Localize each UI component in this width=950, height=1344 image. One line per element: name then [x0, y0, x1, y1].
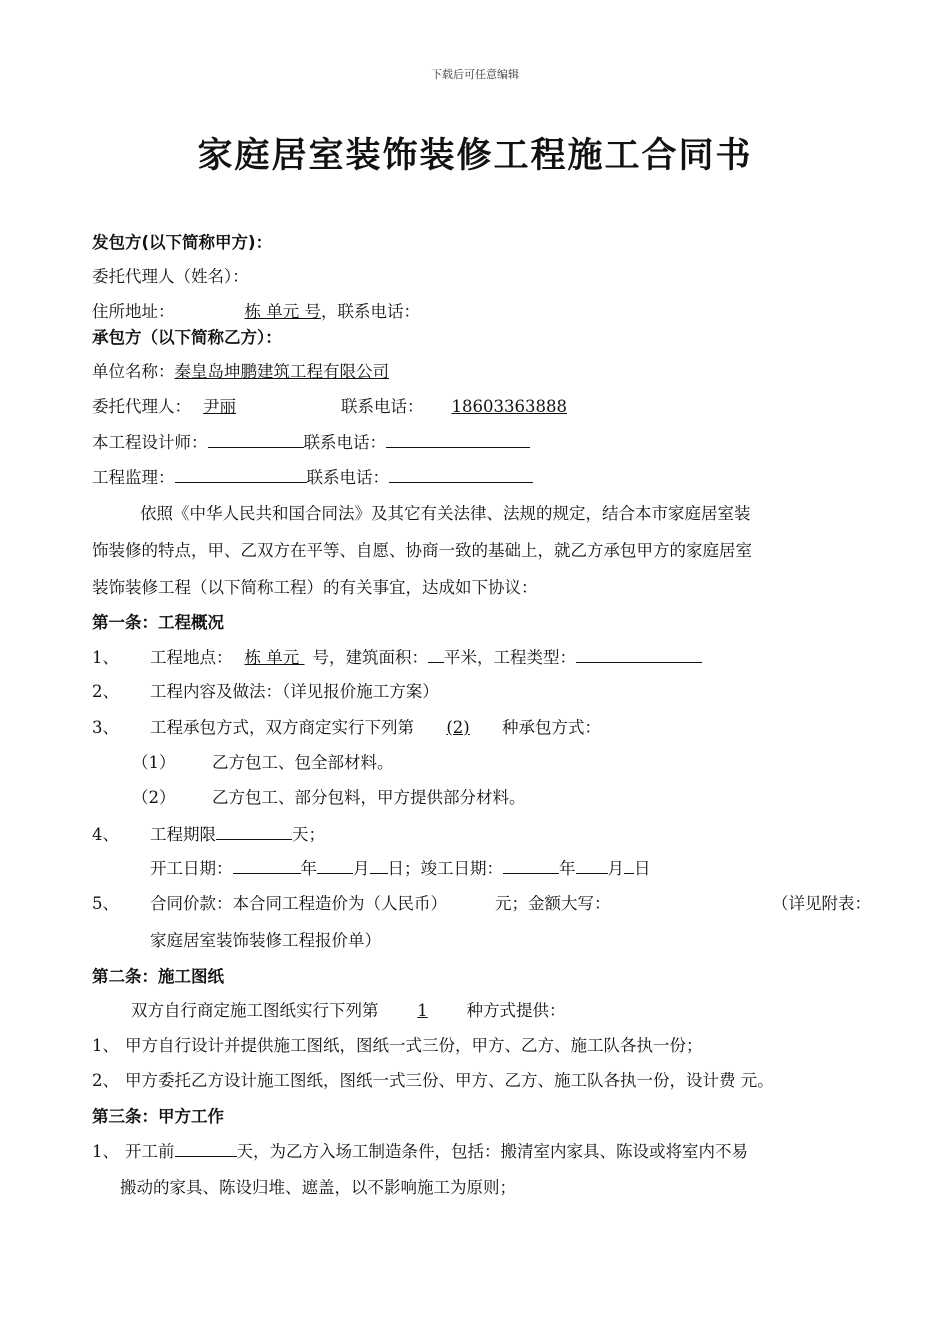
location-label: 工程地点：	[150, 648, 233, 667]
period-blank	[216, 823, 292, 840]
item-text: 工程内容及做法：（详见报价施工方案）	[150, 682, 439, 701]
art2-item-1	[92, 1035, 703, 1057]
article-2-heading: 第二条：施工图纸	[92, 967, 224, 986]
drawing-fill: 1	[417, 1001, 428, 1020]
item-number: 2、	[92, 682, 119, 701]
agent-name: 尹丽	[203, 397, 236, 416]
address-prefix: 住所地址：	[92, 302, 175, 321]
option-text: 乙方包工、包全部材料。	[212, 753, 394, 772]
agent-prefix: 委托代理人：	[92, 397, 191, 416]
supervisor-phone-label: 联系电话：	[306, 468, 389, 487]
location-fill: 栋 单元	[244, 648, 305, 667]
type-blank	[576, 646, 702, 663]
method-fill: (2)	[446, 718, 470, 737]
item-text: 甲方自行设计并提供施工图纸，图纸一式三份，甲方、乙方、施工队各执一份；	[125, 1036, 703, 1055]
supervisor-blank	[175, 466, 307, 483]
drawing-text-end: 种方式提供：	[466, 1001, 566, 1020]
document-title: 家庭居室装饰装修工程施工合同书	[197, 135, 753, 176]
period-unit: 天；	[292, 825, 325, 844]
agent-phone-label: 联系电话：	[341, 397, 424, 416]
party-a-address	[92, 301, 420, 323]
item-number: 2、	[92, 1071, 119, 1090]
supervisor-line	[92, 466, 533, 489]
end-label: ；竣工日期：	[404, 859, 503, 878]
day-label: 日	[634, 859, 651, 878]
designer-phone-blank	[386, 431, 530, 448]
art3-item-1	[92, 1140, 748, 1163]
art1-item-1	[92, 646, 702, 669]
item-number: 5、	[92, 894, 119, 913]
art2-intro	[131, 1000, 566, 1022]
type-label: 平米，工程类型：	[444, 648, 576, 667]
address-fill: 栋 单元 号	[244, 302, 321, 321]
address-suffix: ，联系电话：	[321, 302, 420, 321]
article-1-heading: 第一条：工程概况	[92, 613, 224, 632]
art1-item-2	[92, 681, 439, 703]
month-label: 月	[353, 859, 370, 878]
price-label: 合同价款：本合同工程造价为（人民币）	[150, 894, 447, 913]
amount-label: 元；金额大写：	[495, 894, 611, 913]
art1-dates	[150, 857, 651, 880]
item-text-end: 种承包方式：	[502, 718, 601, 737]
intro-line-2: 饰装修的特点，甲、乙双方在平等、自愿、协商一致的基础上，就乙方承包甲方的家庭居室	[92, 541, 752, 560]
area-label: 号，建筑面积：	[312, 648, 428, 667]
art1-item-5-cont: 家庭居室装饰装修工程报价单）	[150, 931, 381, 950]
art1-item-3	[92, 717, 601, 739]
start-day-blank	[370, 857, 388, 874]
supervisor-phone-blank	[389, 466, 533, 483]
area-blank	[428, 646, 444, 663]
item-text: 工程承包方式，双方商定实行下列第	[150, 718, 414, 737]
agent-phone: 18603363888	[451, 397, 567, 416]
year-label: 年	[300, 859, 317, 878]
designer-phone-label: 联系电话：	[303, 433, 386, 452]
art3-item-1-cont: 搬动的家具、陈设归堆、遮盖，以不影响施工为原则；	[120, 1178, 516, 1197]
item-number: 1、	[92, 648, 119, 667]
header-note: 下载后可任意编辑	[431, 68, 519, 81]
option-text: 乙方包工、部分包料，甲方提供部分材料。	[212, 788, 526, 807]
item-text-cont: 天，为乙方入场工制造条件，包括：搬清室内家具、陈设或将室内不易	[236, 1142, 748, 1161]
item-text: 开工前	[125, 1142, 175, 1161]
intro-line-1: 依照《中华人民共和国合同法》及其它有关法律、法规的规定，结合本市家庭居室装	[140, 504, 751, 523]
article-3-heading: 第三条：甲方工作	[92, 1107, 224, 1126]
art1-item-4	[92, 823, 325, 846]
period-label: 工程期限	[150, 825, 216, 844]
art1-option-2	[132, 787, 526, 809]
art1-item-5	[92, 893, 611, 915]
days-blank	[175, 1140, 237, 1157]
start-year-blank	[233, 857, 301, 874]
option-number: （1）	[132, 753, 176, 772]
designer-line	[92, 431, 530, 454]
art2-item-2	[92, 1070, 774, 1092]
day-label: 日	[387, 859, 404, 878]
party-b-agent-line	[92, 396, 567, 418]
month-label: 月	[607, 859, 624, 878]
drawing-text: 双方自行商定施工图纸实行下列第	[131, 1001, 379, 1020]
year-label: 年	[559, 859, 576, 878]
item-number: 1、	[92, 1142, 119, 1161]
item-number: 4、	[92, 825, 119, 844]
designer-blank	[208, 431, 304, 448]
party-b-label: 承包方（以下简称乙方）：	[92, 328, 282, 347]
art1-item-5-note: （详见附表：	[772, 894, 871, 913]
end-day-blank	[624, 857, 634, 874]
designer-label: 本工程设计师：	[92, 433, 208, 452]
supervisor-label: 工程监理：	[92, 468, 175, 487]
item-number: 1、	[92, 1036, 119, 1055]
party-a-label: 发包方(以下简称甲方)：	[92, 233, 273, 252]
option-number: （2）	[132, 788, 176, 807]
start-label: 开工日期：	[150, 859, 233, 878]
intro-line-3: 装饰装修工程（以下简称工程）的有关事宜，达成如下协议：	[92, 578, 538, 597]
company-prefix: 单位名称：	[92, 362, 175, 381]
party-b-company-line	[92, 361, 389, 383]
art1-option-1	[132, 752, 394, 774]
company-name: 秦皇岛坤鹏建筑工程有限公司	[174, 362, 389, 381]
party-a-agent: 委托代理人（姓名）：	[92, 267, 249, 286]
end-month-blank	[576, 857, 608, 874]
item-text: 甲方委托乙方设计施工图纸，图纸一式三份、甲方、乙方、施工队各执一份，设计费 元。	[125, 1071, 774, 1090]
item-number: 3、	[92, 718, 119, 737]
start-month-blank	[317, 857, 353, 874]
end-year-blank	[503, 857, 559, 874]
